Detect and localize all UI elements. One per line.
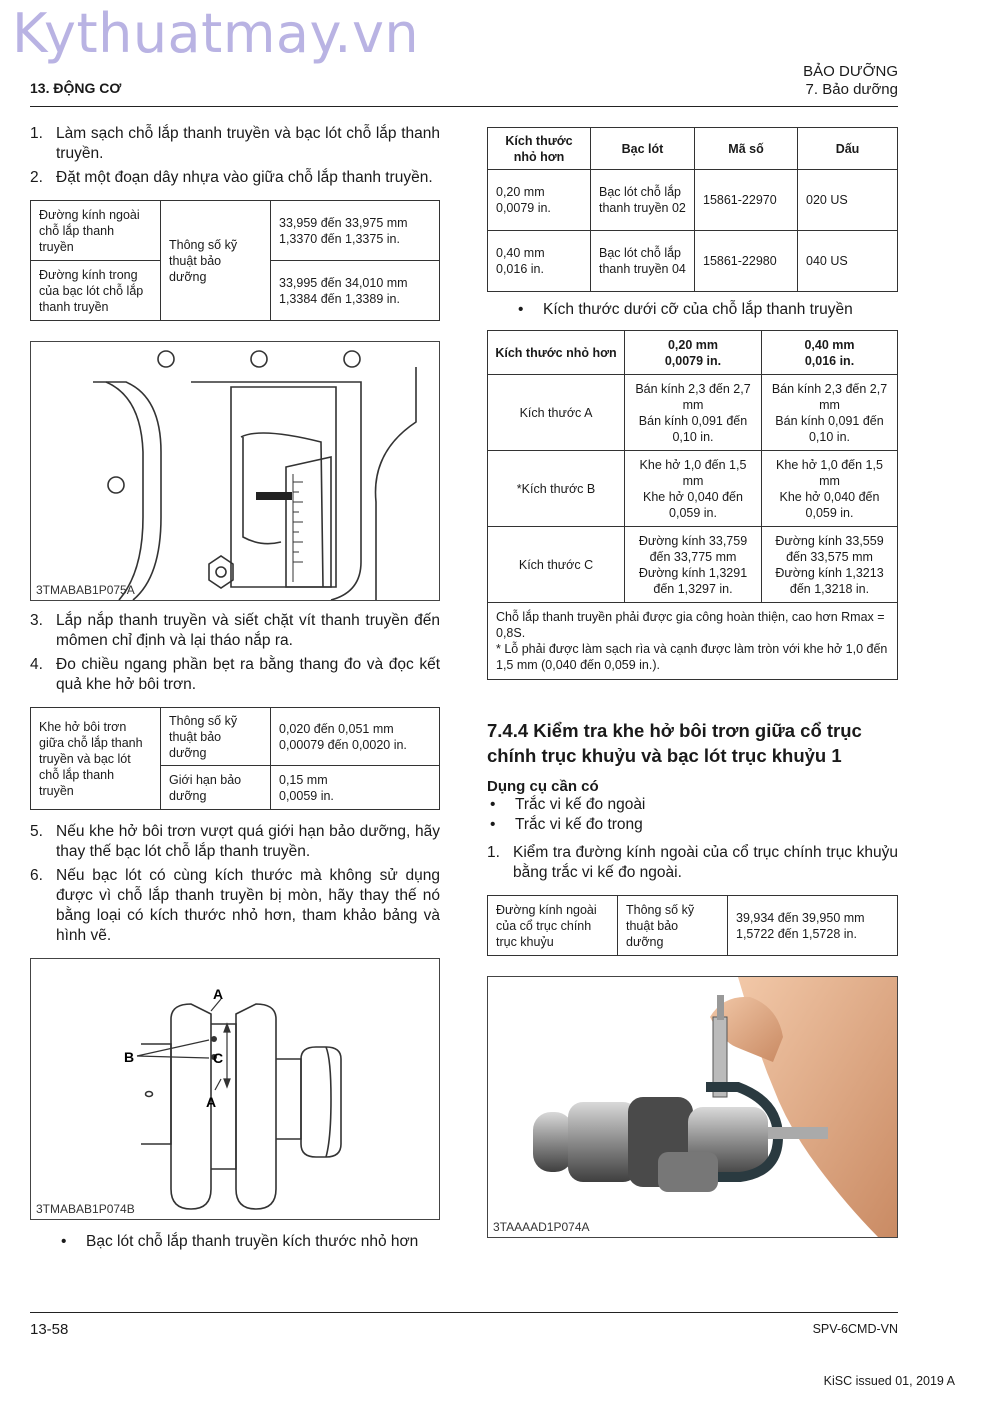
figure-micrometer — [487, 976, 898, 1238]
header-rule — [30, 106, 898, 107]
crankpin-illustration — [31, 959, 440, 1220]
table3-header-bearing: Bạc lót — [591, 128, 695, 170]
table2-spec: Thông số kỹ thuật bảo dưỡng — [161, 708, 271, 766]
table2-label: Khe hở bôi trơn giữa chỗ lắp thanh truyền và bạc lót chỗ lắp thanh truyền — [31, 708, 161, 810]
table4-row-label: *Kích thước B — [488, 451, 625, 527]
section-title: BẢO DƯỠNG — [803, 63, 898, 80]
step-5: 5. Nếu khe hở bôi trơn vượt quá giới hạn bảo dưỡng, hãy thay thế bạc lót chỗ lắp thanh truyền. — [30, 823, 440, 860]
table1-row2-value: 33,995 đến 34,010 mm 1,3384 đến 1,3389 in. — [271, 261, 440, 321]
step-6: 6. Nếu bạc lót có cùng kích thước mà không sử dụng được vì chỗ lắp thanh truyền bị mòn, hãy thay thế nó bằng loại có kích thước nhỏ hơn, tham khảo bảng và hình vẽ. — [30, 867, 440, 944]
table1-row1-label: Đường kính ngoài chỗ lắp thanh truyền — [31, 201, 161, 261]
table1-spec: Thông số kỹ thuật bảo dưỡng — [161, 201, 271, 321]
table4-row-label: Kích thước C — [488, 527, 625, 603]
section-heading: 7.4.4 Kiểm tra khe hở bôi trơn giữa cổ trục chính trục khuỷu và bạc lót trục khuỷu 1 — [487, 720, 862, 766]
tool-item: • Trắc vi kế đo ngoài — [490, 796, 646, 813]
chapter-title: 13. ĐỘNG CƠ — [30, 80, 122, 96]
table5-value: 39,934 đến 39,950 mm 1,5722 đến 1,5728 in. — [728, 896, 898, 956]
table4-header-040: 0,40 mm 0,016 in. — [762, 331, 898, 375]
label-a-top: A — [213, 986, 224, 1002]
table3-bearing: Bạc lót chỗ lắp thanh truyền 04 — [591, 231, 695, 292]
table4-value-040: Đường kính 33,559 đến 33,575 mm Đường kính 1,3213 đến 1,3218 in. — [762, 527, 898, 603]
figure-crankpin — [30, 958, 440, 1220]
table3-code: 15861-22980 — [695, 231, 798, 292]
label-c: C — [213, 1050, 224, 1066]
figure-caption: 3TAAAAD1P074A — [493, 1220, 590, 1234]
table3-size: 0,40 mm 0,016 in. — [488, 231, 591, 292]
table2-limit-value: 0,15 mm 0,0059 in. — [271, 766, 440, 810]
journal-diameter-table — [487, 895, 898, 956]
figure-caption: 3TMABAB1P074B — [36, 1202, 135, 1216]
tools-title: Dụng cụ cần có — [487, 778, 599, 795]
table5-spec: Thông số kỹ thuật bảo dưỡng — [618, 896, 728, 956]
undersize-bearing-bullet: • Bạc lót chỗ lắp thanh truyền kích thước nhỏ hơn — [61, 1233, 419, 1250]
table3-bearing: Bạc lót chỗ lắp thanh truyền 02 — [591, 170, 695, 231]
table4-note-2: * Lỗ phải được làm sạch rìa và cạnh được làm tròn với khe hở 1,0 đến 1,5 mm (0,040 đến 0,059 in.). — [496, 642, 888, 672]
right-step-1: 1. Kiểm tra đường kính ngoài của cổ trục chính trục khuỷu bằng trắc vi kế đo ngoài. — [487, 844, 898, 881]
table3-mark: 020 US — [798, 170, 898, 231]
figure-caption: 3TMABAB1P075A — [36, 583, 135, 597]
table3-header-size: Kích thước nhỏ hơn — [488, 128, 591, 170]
undersize-bearing-table — [487, 127, 898, 292]
step-1: 1. Làm sạch chỗ lắp thanh truyền và bạc lót chỗ lắp thanh truyền. — [30, 125, 440, 162]
watermark: Kythuatmay.vn — [12, 2, 420, 65]
table3-size: 0,20 mm 0,0079 in. — [488, 170, 591, 231]
document-code: SPV-6CMD-VN — [812, 1322, 898, 1336]
step-3: 3. Lắp nắp thanh truyền và siết chặt vít thanh truyền đến mômen chỉ định và lại tháo nắp ra. — [30, 612, 440, 649]
table3-code: 15861-22970 — [695, 170, 798, 231]
table4-value-020: Đường kính 33,759 đến 33,775 mm Đường kính 1,3291 đến 1,3297 in. — [625, 527, 762, 603]
subsection-title: 7. Bảo dưỡng — [805, 81, 898, 98]
table4-value-020: Khe hở 1,0 đến 1,5 mm Khe hở 0,040 đến 0,059 in. — [625, 451, 762, 527]
left-column — [30, 124, 440, 1252]
table3-header-code: Mã số — [695, 128, 798, 170]
table4-value-020: Bán kính 2,3 đến 2,7 mm Bán kính 0,091 đến 0,10 in. — [625, 375, 762, 451]
table1-row2-label: Đường kính trong của bạc lót chỗ lắp thanh truyền — [31, 261, 161, 321]
steps-3-4 — [30, 611, 440, 695]
table4-row-label: Kích thước A — [488, 375, 625, 451]
micrometer-photo — [488, 977, 898, 1238]
figure-plastigage — [30, 341, 440, 601]
plastigage-illustration — [31, 342, 440, 601]
step-4: 4. Đo chiều ngang phần bẹt ra bằng thang đo và đọc kết quả khe hở bôi trơn. — [30, 656, 440, 693]
table2-limit: Giới hạn bảo dưỡng — [161, 766, 271, 810]
label-b: B — [124, 1049, 135, 1065]
oil-clearance-table — [30, 707, 440, 810]
table4-header-label: Kích thước nhỏ hơn — [488, 331, 625, 375]
table1-row1-value: 33,959 đến 33,975 mm 1,3370 đến 1,3375 in. — [271, 201, 440, 261]
footer-rule — [30, 1312, 898, 1313]
issue-info: KiSC issued 01, 2019 A — [823, 1374, 955, 1388]
page-number: 13-58 — [30, 1321, 69, 1338]
section-header — [803, 63, 898, 99]
table2-spec-value: 0,020 đến 0,051 mm 0,00079 đến 0,0020 in. — [271, 708, 440, 766]
table4-header-020: 0,20 mm 0,0079 in. — [625, 331, 762, 375]
table3-header-mark: Dấu — [798, 128, 898, 170]
pin-diameter-table — [30, 200, 440, 321]
table4-value-040: Khe hở 1,0 đến 1,5 mm Khe hở 0,040 đến 0,059 in. — [762, 451, 898, 527]
tool-item: • Trắc vi kế đo trong — [490, 816, 643, 833]
right-column — [487, 127, 898, 1238]
undersize-dimensions-bullet: • Kích thước dưới cỡ của chỗ lắp thanh truyền — [518, 301, 853, 318]
undersize-dimensions-table — [487, 330, 898, 680]
table4-note-1: Chỗ lắp thanh truyền phải được gia công hoàn thiện, cao hơn Rmax = 0,8S. — [496, 610, 885, 640]
label-a-bottom: A — [206, 1094, 217, 1110]
steps-5-6 — [30, 822, 440, 946]
table4-notes — [488, 603, 898, 680]
table3-mark: 040 US — [798, 231, 898, 292]
table4-value-040: Bán kính 2,3 đến 2,7 mm Bán kính 0,091 đến 0,10 in. — [762, 375, 898, 451]
table5-label: Đường kính ngoài của cổ trục chính trục khuỷu — [488, 896, 618, 956]
step-2: 2. Đặt một đoạn dây nhựa vào giữa chỗ lắp thanh truyền. — [30, 169, 433, 186]
